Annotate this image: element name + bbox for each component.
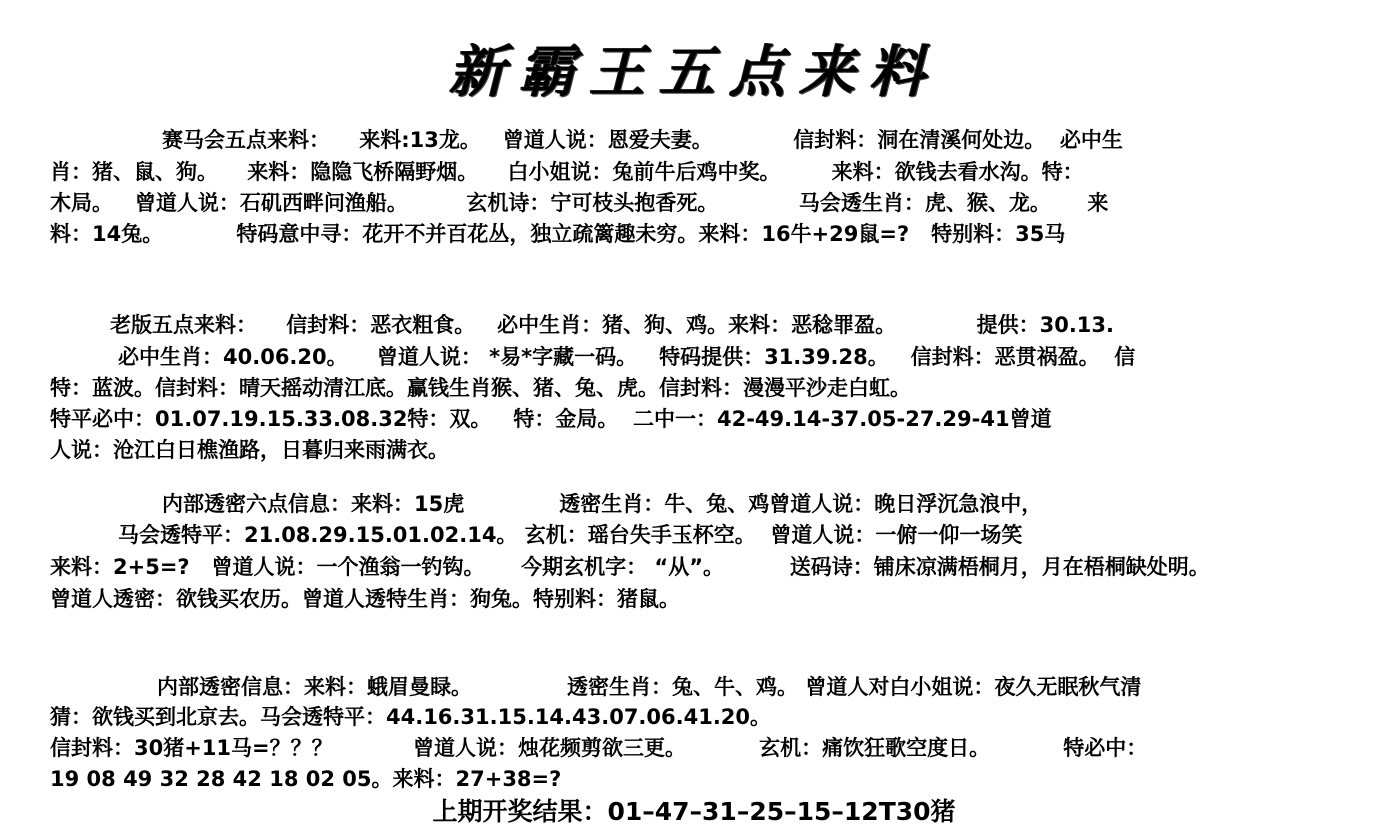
section4-line-4: 19 08 49 32 28 42 18 02 05。来料：27+38=? (50, 767, 562, 791)
section2-line-1: 老版五点来料： 信封料：恶衣粗食。 必中生肖：猪、狗、鸡。来料：恶稔罪盈。 提供：30.13. (110, 313, 1114, 337)
section4-line-1: 内部透密信息：来料：蛾眉曼睩。 透密生肖：兔、牛、鸡。 曾道人对白小姐说：夜久无眠秋气清 (157, 675, 1142, 699)
page-title: 新霸王五点来料 (449, 39, 939, 105)
section3-line-4: 曾道人透密：欲钱买农历。曾道人透特生肖：狗兔。特别料：猪鼠。 (50, 587, 680, 611)
section4-line-2: 猜：欲钱买到北京去。马会透特平：44.16.31.15.14.43.07.06.41.20。 (50, 705, 772, 729)
section2-line-5: 人说：沧江白日樵渔路，日暮归来雨满衣。 (50, 438, 449, 462)
section3-line-1: 内部透密六点信息：来料：15虎 透密生肖：牛、兔、鸡曾道人说：晚日浮沉急浪中， (162, 492, 1043, 516)
section2-line-4: 特平必中：01.07.19.15.33.08.32特：双。 特：金局。 二中一：42-49.14-37.05-27.29-41曾道 (50, 407, 1052, 431)
last-draw-result: 上期开奖结果：01–47–31–25–15–12T30猪 (432, 797, 956, 826)
section1-line-3: 木局。 曾道人说：石矶西畔问渔船。 玄机诗：宁可枝头抱香死。 马会透生肖：虎、猴、龙。 来 (50, 191, 1109, 215)
section2-line-2: 必中生肖：40.06.20。 曾道人说： *易*字藏一码。 特码提供：31.39.28。 信封料：恶贯祸盈。 信 (118, 345, 1136, 369)
section1-line-1: 赛马会五点来料： 来料:13龙。 曾道人说：恩爱夫妻。 信封料：洞在清溪何处边。 必中生 (162, 128, 1123, 152)
section1-line-4: 料：14兔。 特码意中寻：花开不并百花丛，独立疏篱趣未穷。来料：16牛+29鼠=? 特别料：35马 (50, 222, 1066, 246)
section2-line-3: 特：蓝波。信封料：晴天摇动清江底。赢钱生肖猴、猪、兔、虎。信封料：漫漫平沙走白虹。 (50, 376, 911, 400)
section3-line-3: 来料：2+5=? 曾道人说：一个渔翁一钓钩。 今期玄机字： “从”。 送码诗：铺床凉满梧桐月，月在梧桐缺处明。 (50, 555, 1210, 579)
section3-line-2: 马会透特平：21.08.29.15.01.02.14。 玄机：瑶台失手玉杯空。 曾道人说：一俯一仰一场笑 (118, 523, 1023, 547)
section4-line-3: 信封料：30猪+11马=？？？ 曾道人说：烛花频剪欲三更。 玄机：痛饮狂歌空度日。 特必中： (50, 736, 1148, 760)
section1-line-2: 肖：猪、鼠、狗。 来料：隐隐飞桥隔野烟。 白小姐说：兔前牛后鸡中奖。 来料：欲钱去看水沟。特： (50, 160, 1084, 184)
